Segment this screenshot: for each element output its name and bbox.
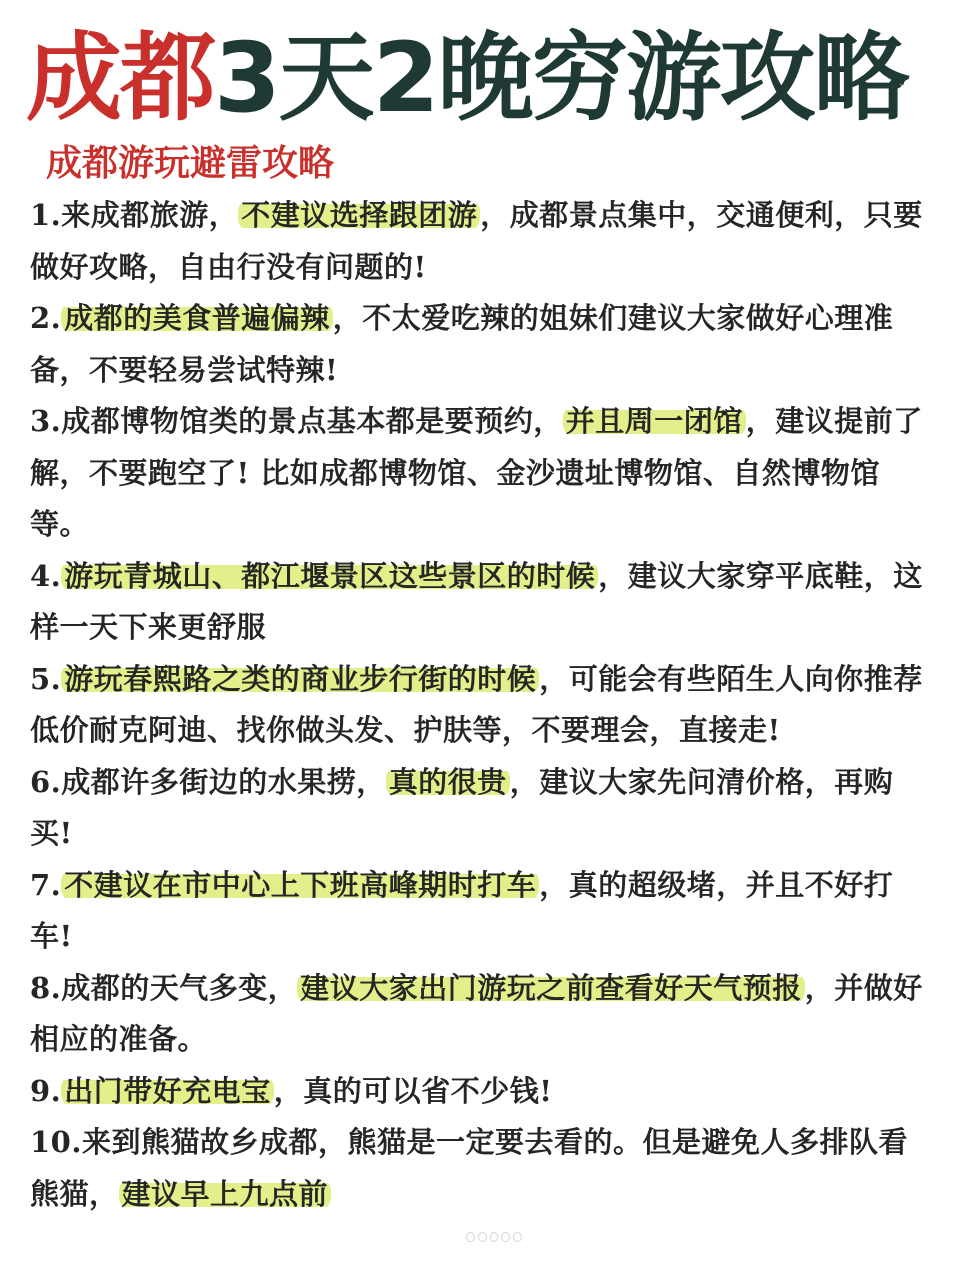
- tip-item: [30, 293, 935, 396]
- title-trip: 3天2晚穷游攻略: [214, 22, 908, 134]
- tip-highlight: 不建议在市中心上下班高峰期时打车: [61, 868, 539, 902]
- tip-text: ，不太爱吃辣的姐妹们建议大家做好心理准备，不要轻易尝试特辣!: [30, 301, 894, 387]
- tip-text: 3.成都博物馆类的景点基本都是要预约，: [30, 404, 563, 438]
- tip-item: [30, 654, 935, 757]
- tip-highlight: 成都的美食普遍偏辣: [61, 301, 333, 335]
- tip-text: ，真的超级堵，并且不好打车!: [30, 867, 894, 953]
- tip-highlight: 并且周一闭馆: [563, 404, 746, 438]
- tip-item: [30, 551, 935, 654]
- tip-text: ，真的可以省不少钱!: [273, 1073, 553, 1108]
- tip-text: 2.: [30, 301, 62, 335]
- tips-list: [30, 190, 935, 1220]
- tip-text: ，建议提前了解，不要跑空了! 比如成都博物馆、金沙遗址博物馆、自然博物馆等。: [30, 404, 923, 541]
- tip-highlight: 建议大家出门游玩之前查看好天气预报: [297, 971, 805, 1005]
- tip-text: 1.来成都旅游，: [30, 198, 239, 232]
- page-subtitle: 成都游玩避雷攻略: [46, 143, 335, 184]
- tip-text: 4.: [30, 558, 62, 593]
- tip-highlight: 游玩春熙路之类的商业步行街的时候: [61, 662, 539, 696]
- tip-text: ，可能会有些陌生人向你推荐低价耐克阿迪、找你做头发、护肤等，不要理会，直接走!: [30, 661, 923, 747]
- tip-highlight: 真的很贵: [386, 765, 510, 799]
- tip-text: ，建议大家穿平底鞋，这样一天下来更舒服: [30, 558, 923, 644]
- tip-item: [30, 190, 935, 293]
- watermark-dot: [501, 1232, 510, 1242]
- tip-highlight: 不建议选择跟团游: [238, 198, 480, 232]
- tip-text: ，成都景点集中，交通便利，只要做好攻略，自由行没有问题的!: [30, 198, 923, 284]
- watermark-dot: [513, 1232, 522, 1242]
- watermark-dot: [490, 1232, 499, 1242]
- page-title: [26, 14, 956, 142]
- tip-item: [30, 757, 935, 860]
- watermark-dots: [466, 1232, 522, 1242]
- tip-text: 6.成都许多街边的水果捞，: [30, 764, 386, 799]
- tip-item: [30, 1066, 935, 1118]
- tip-item: [30, 963, 935, 1066]
- tip-highlight: 建议早上九点前: [119, 1177, 332, 1211]
- tip-text: 7.: [30, 867, 62, 902]
- tip-item: [30, 860, 935, 963]
- tip-text: 5.: [30, 661, 62, 696]
- tip-item: [30, 1117, 935, 1220]
- tip-item: [30, 396, 935, 551]
- tip-text: ，建议大家先问清价格，再购买!: [30, 764, 894, 850]
- title-city: 成都: [26, 22, 214, 134]
- watermark-dot: [478, 1232, 487, 1242]
- watermark-dot: [466, 1232, 475, 1242]
- tip-highlight: 游玩青城山、都江堰景区这些景区的时候: [61, 559, 598, 593]
- tip-text: 10.来到熊猫故乡成都，熊猫是一定要去看的。但是避免人多排队看熊猫，: [30, 1125, 908, 1211]
- tip-text: 9.: [30, 1073, 62, 1108]
- tip-text: 8.成都的天气多变，: [30, 970, 298, 1005]
- tip-text: ，并做好相应的准备。: [30, 970, 923, 1056]
- tip-highlight: 出门带好充电宝: [61, 1074, 274, 1108]
